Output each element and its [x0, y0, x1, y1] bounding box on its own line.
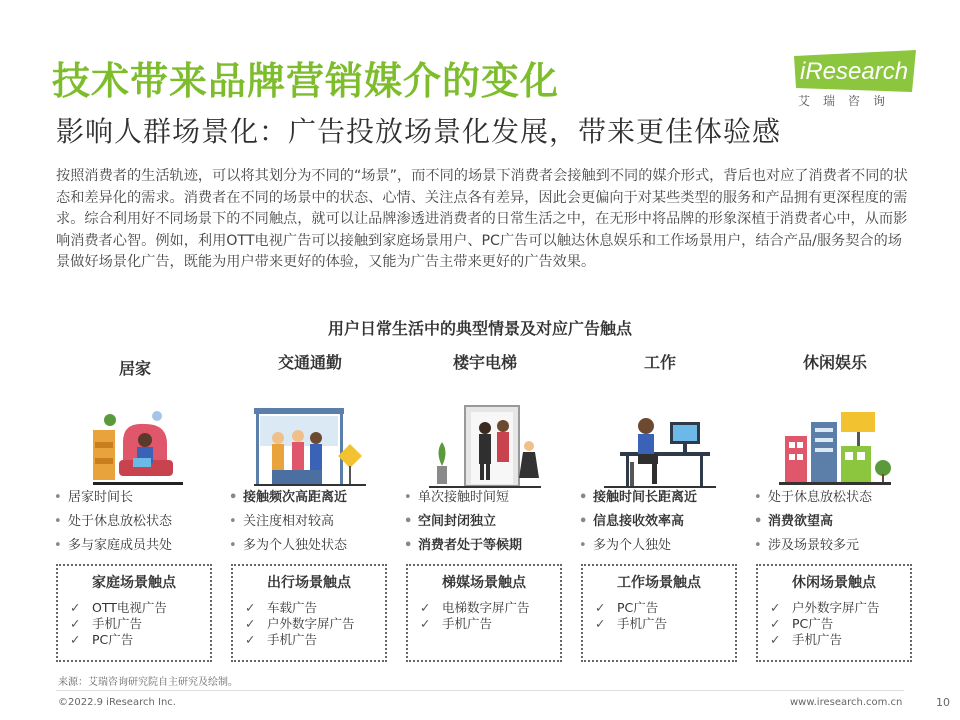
characteristic-item: • 居家时间长: [50, 486, 225, 510]
touchpoint-box-title: 工作场景触点: [617, 575, 701, 591]
touchpoint-item: ✓ 手机广告: [70, 616, 143, 631]
touchpoint-item: ✓ PC广告: [595, 600, 659, 615]
check-icon: ✓: [70, 600, 81, 615]
characteristic-item: • 多为个人独处状态: [225, 534, 400, 558]
scene-name: 休闲娱乐: [802, 353, 867, 372]
scene-column-leisure: [750, 350, 920, 647]
touchpoint-item: ✓ 户外数字屏广告: [770, 600, 880, 615]
copyright: ©2022.9 iResearch Inc.: [58, 697, 176, 708]
check-icon: ✓: [245, 600, 256, 615]
diagram-title: 用户日常生活中的典型情景及对应广告触点: [327, 319, 632, 338]
check-icon: ✓: [420, 600, 431, 615]
touchpoint-item: ✓ 手机广告: [420, 616, 493, 631]
logo-text: iResearch: [800, 58, 909, 85]
page-title: 技术带来品牌营销媒介的变化: [52, 59, 560, 103]
scene-column-work: [575, 350, 745, 631]
check-icon: ✓: [770, 616, 781, 631]
scene-characteristics: [575, 486, 750, 558]
touchpoint-box: [406, 564, 562, 662]
touchpoint-item: ✓ 户外数字屏广告: [245, 616, 355, 631]
elevator-scene-icon: [425, 402, 545, 492]
scene-name: 楼宇电梯: [452, 353, 517, 372]
check-icon: ✓: [245, 616, 256, 631]
scene-name: 居家: [118, 359, 151, 378]
touchpoint-item: ✓ OTT电视广告: [70, 600, 167, 615]
page-number: 10: [936, 696, 950, 709]
touchpoint-box: [756, 564, 912, 662]
touchpoint-item: ✓ 车载广告: [245, 600, 318, 615]
touchpoint-box: [231, 564, 387, 662]
characteristic-item: • 处于休息放松状态: [750, 486, 925, 510]
touchpoint-box-title: 梯媒场景触点: [442, 575, 526, 591]
check-icon: ✓: [595, 616, 606, 631]
touchpoint-list: [770, 600, 904, 648]
touchpoint-list: [595, 600, 729, 632]
check-icon: ✓: [770, 632, 781, 647]
characteristic-item: • 接触频次高距离近: [225, 486, 400, 510]
check-icon: ✓: [420, 616, 431, 631]
scene-column-elevator: [400, 350, 570, 631]
logo-subtext: 艾瑞咨询: [798, 94, 899, 108]
characteristic-item: • 涉及场景较多元: [750, 534, 925, 558]
characteristic-item: • 单次接触时间短: [400, 486, 575, 510]
home-scene-icon: [75, 402, 195, 492]
touchpoint-item: ✓ 手机广告: [245, 632, 318, 647]
check-icon: ✓: [245, 632, 256, 647]
commute-scene-icon: [250, 402, 370, 492]
touchpoint-item: ✓ 手机广告: [770, 632, 843, 647]
touchpoint-box: [581, 564, 737, 662]
footer-divider: [56, 690, 904, 691]
touchpoint-item: ✓ 手机广告: [595, 616, 668, 631]
scene-characteristics: [400, 486, 575, 558]
check-icon: ✓: [770, 600, 781, 615]
scene-name: 交通通勤: [277, 353, 342, 372]
characteristic-item: • 多与家庭成员共处: [50, 534, 225, 558]
scene-name: 工作: [643, 353, 676, 372]
touchpoint-item: ✓ 电梯数字屏广告: [420, 600, 530, 615]
page-subtitle: 影响人群场景化：广告投放场景化发展，带来更佳体验感: [56, 115, 782, 148]
characteristic-item: • 空间封闭独立: [400, 510, 575, 534]
touchpoint-box-title: 家庭场景触点: [92, 575, 176, 591]
touchpoint-list: [245, 600, 379, 648]
leisure-scene-icon: [775, 402, 895, 492]
scene-column-home: [50, 350, 220, 647]
touchpoint-box: [56, 564, 212, 662]
scene-characteristics: [225, 486, 400, 558]
source-note: 来源：艾瑞咨询研究院自主研究及绘制。: [58, 677, 238, 688]
characteristic-item: • 消费者处于等候期: [400, 534, 575, 558]
check-icon: ✓: [595, 600, 606, 615]
intro-paragraph: 按照消费者的生活轨迹，可以将其划分为不同的“场景”，而不同的场景下消费者会接触到不同的媒介形式，背后也对应了消费者不同的状态和差异化的需求。消费者在不同的场景中的状态、心情、关注点各有差异，因此会更偏向于对某些类型的服务和产品拥有更深程度的需求。综合利用好不同场景下的不同触点，就可以让品牌渗透进消费者的日常生活之中，在无形中将品牌的形象深植于消费者心中，从而影响消费者心智。例如，利用OTT电视广告可以接触到家庭场景用户、PC广告可以触达休息娱乐和工作场景用户，结合产品/服务契合的场景做好场景化广告，既能为用户带来更好的体验，又能为广告主带来更好的广告效果。: [56, 168, 908, 271]
characteristic-item: • 关注度相对较高: [225, 510, 400, 534]
characteristic-item: • 消费欲望高: [750, 510, 925, 534]
touchpoint-box-title: 出行场景触点: [267, 575, 351, 591]
scene-characteristics: [750, 486, 925, 558]
work-scene-icon: [600, 402, 720, 492]
scene-column-commute: [225, 350, 395, 647]
touchpoint-list: [70, 600, 204, 648]
website-link[interactable]: www.iresearch.com.cn: [790, 697, 903, 708]
check-icon: ✓: [70, 632, 81, 647]
touchpoint-item: ✓ PC广告: [770, 616, 834, 631]
characteristic-item: • 处于休息放松状态: [50, 510, 225, 534]
touchpoint-list: [420, 600, 554, 632]
characteristic-item: • 多为个人独处: [575, 534, 750, 558]
touchpoint-box-title: 休闲场景触点: [792, 575, 876, 591]
characteristic-item: • 信息接收效率高: [575, 510, 750, 534]
characteristic-item: • 接触时间长距离近: [575, 486, 750, 510]
touchpoint-item: ✓ PC广告: [70, 632, 134, 647]
scene-characteristics: [50, 486, 225, 558]
check-icon: ✓: [70, 616, 81, 631]
